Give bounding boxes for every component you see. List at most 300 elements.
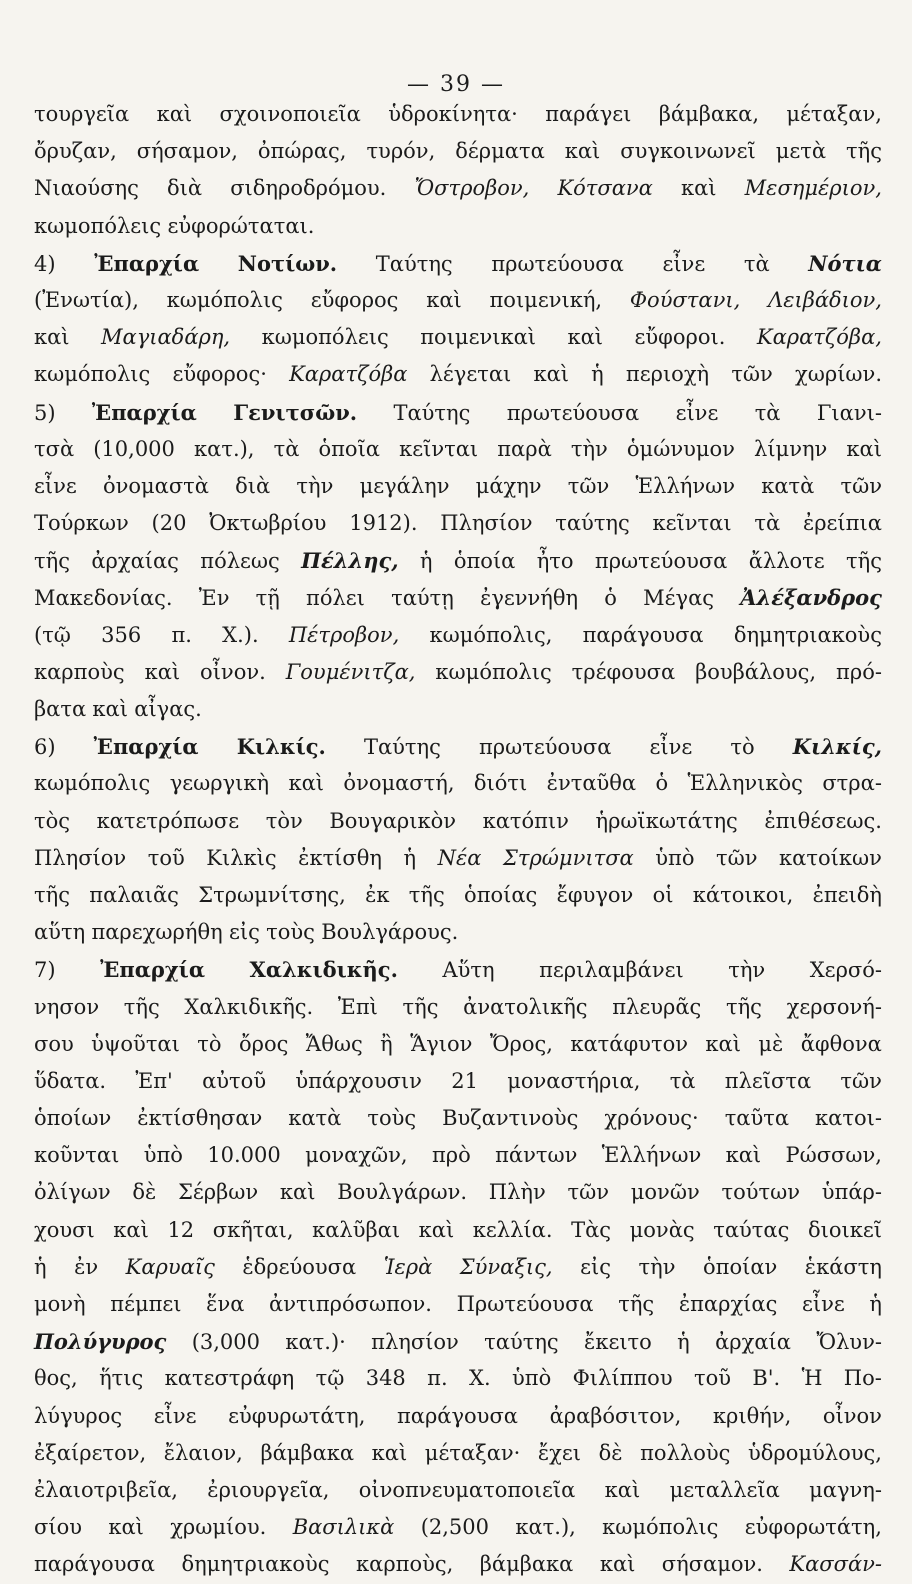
word: τὰ [743, 251, 770, 276]
word: καὶ [108, 1515, 144, 1540]
word: πλεῖστα [724, 1068, 812, 1093]
word: αἶγας. [134, 697, 202, 721]
word: ἑκάστη [804, 1254, 882, 1279]
word: ὑψοῦται [91, 1031, 180, 1056]
word: παράγει [545, 102, 632, 126]
word: δὲ [598, 1440, 623, 1465]
word: Λειβάδιον, [768, 287, 882, 312]
word: μονὰς [629, 1217, 695, 1242]
word: Πλὴν [488, 1180, 546, 1205]
word: ἐπιθέσεως. [764, 808, 882, 833]
word: ἡ [677, 1330, 690, 1355]
text-line [34, 542, 882, 579]
word: ἄλλοτε [748, 549, 825, 574]
word: δημητριακοὺς [733, 622, 882, 647]
word: εἶνε [34, 473, 77, 498]
text-line [34, 133, 882, 170]
text-line [34, 1286, 882, 1323]
word: τὴν [296, 473, 334, 498]
word: Ὄρος, [489, 1031, 553, 1056]
word: Αὕτη [442, 958, 495, 983]
word: κεῖνται [399, 436, 479, 461]
word: Γουμένιτζα, [285, 659, 416, 684]
word: ἄφθονα [800, 1031, 882, 1056]
word: βάμβακα [479, 1552, 574, 1577]
word: Β'. [752, 1366, 781, 1391]
word: καὶ [681, 176, 717, 201]
word: βατα [34, 697, 87, 721]
word: οἱ [652, 882, 674, 907]
word: ἀρχαία [715, 1330, 791, 1355]
word: εὐφορωτάτη, [744, 1515, 882, 1540]
word: Πλησίον [34, 845, 127, 870]
word: μέταξαν, [786, 102, 882, 126]
word: ἀρχαίας [91, 549, 179, 574]
word: καὶ [92, 697, 128, 721]
word: δημητριακοὺς [181, 1552, 330, 1577]
word: κωμόπολις [34, 771, 151, 796]
word: καρποὺς, [356, 1552, 454, 1577]
word: παρεχωρήθη [91, 920, 223, 945]
word: τῷ [315, 1366, 345, 1391]
word: τῆς [408, 882, 445, 907]
word: 5) [34, 400, 56, 425]
word: ποιμενικαὶ [420, 325, 536, 350]
word: ὁποίων [34, 1106, 112, 1131]
text-line [34, 96, 882, 133]
word: Πέτροβον, [288, 622, 400, 647]
word: καλῦβαι [312, 1217, 401, 1242]
word: εἰς [580, 1254, 611, 1279]
word: Καρατζόβα, [756, 325, 882, 350]
word: ταύτης [555, 511, 630, 536]
word: χωρίων. [795, 362, 882, 387]
word: 12 [167, 1217, 195, 1242]
word: ἔκειτο [584, 1330, 652, 1355]
word: Νέα [437, 845, 482, 870]
word: πρό- [836, 659, 882, 684]
word: ἥτις [99, 1366, 144, 1391]
word: κατ.), [194, 436, 255, 461]
word: Σέρβων [178, 1180, 259, 1205]
word: καὶ [604, 1477, 641, 1502]
word: τῶν [840, 1068, 882, 1093]
word: ὁ [604, 586, 617, 611]
word: τρέφουσα [571, 659, 676, 684]
word: ὑδρομύλους, [747, 1440, 882, 1465]
word: καὶ [288, 771, 325, 796]
word: καὶ [144, 659, 181, 684]
word: κατόπιν [482, 808, 569, 833]
word: ἐριουργεῖα, [207, 1477, 330, 1502]
word: τσὰ [34, 436, 75, 461]
word: μονὴ [34, 1292, 86, 1316]
word: μοναχῶν, [305, 1143, 408, 1168]
word: κεῖνται [652, 511, 732, 536]
word: Ἅγιον [410, 1031, 473, 1056]
word: σιδηροδρόμου. [230, 176, 387, 201]
word: πέμπει [110, 1292, 182, 1316]
word: συγκοινωνεῖ [620, 139, 756, 164]
word: Νότια [808, 250, 882, 276]
word: ἔχει [537, 1440, 582, 1465]
word: εἶνε [649, 735, 693, 760]
text-line [34, 691, 882, 728]
word: λίμνην [754, 436, 828, 461]
word: ὑπὸ [512, 1366, 552, 1391]
word: τὰ [669, 1068, 696, 1093]
text-line [34, 1063, 882, 1100]
word: δὲ [132, 1180, 157, 1205]
word: κατὰ [761, 473, 815, 498]
text-line [34, 245, 882, 282]
word: παράγουσα [34, 1552, 155, 1577]
word: οἰνοπνευματοποιεῖα [358, 1477, 576, 1502]
word: οἶνον [822, 1403, 882, 1428]
word: Ἐπ' [135, 1068, 173, 1093]
word: Ταύτης [363, 735, 441, 760]
word: μάχην [475, 473, 542, 498]
word: κοῦνται [34, 1143, 120, 1168]
word: Ὀκτωβρίου [209, 511, 327, 536]
word: μὲ [758, 1031, 784, 1056]
word: καὶ [34, 325, 70, 350]
word: Ἄθως [305, 1031, 363, 1056]
text-line [34, 1398, 882, 1435]
text-line [34, 1174, 882, 1211]
word: Ταύτης [393, 400, 471, 425]
word: Βουλγάρων. [337, 1180, 468, 1205]
word: τῶν [716, 845, 758, 870]
word: Πλησίον [440, 511, 533, 536]
word: ὀλίγων [34, 1180, 111, 1205]
word: Μακεδονίας. [34, 586, 173, 611]
word: (3,000 [191, 1330, 260, 1355]
word: τὰ [754, 400, 781, 425]
word: Πο- [843, 1366, 882, 1391]
word: σκῆται, [212, 1217, 294, 1242]
word: ἐπαρχίας [678, 1292, 778, 1316]
text-line [34, 394, 882, 431]
word: τοῦ [147, 845, 185, 870]
word: περιλαμβάνει [539, 958, 684, 983]
word: πλευρᾶς [612, 994, 702, 1019]
word: οἶνον. [200, 659, 266, 684]
word: σήσαμον. [661, 1552, 763, 1577]
word: 21 [451, 1068, 478, 1093]
word: πλησίον [371, 1330, 459, 1355]
word: τυρόν, [366, 139, 436, 164]
word: καὶ [113, 1217, 149, 1242]
word: εἶνε [662, 251, 706, 276]
word: χρόνους· [604, 1106, 699, 1131]
text-line [34, 319, 882, 356]
word: πρωτεύουσα [594, 549, 728, 574]
word: ἐνταῦθα [546, 771, 637, 796]
word: Καρατζόβα [289, 362, 408, 387]
word: Βασιλικὰ [292, 1515, 395, 1540]
word: διὰ [167, 176, 203, 201]
text-line [34, 282, 882, 319]
text-line [34, 1249, 882, 1286]
word: ἕνα [206, 1292, 245, 1316]
word: Φιλίππου [572, 1366, 673, 1391]
word: κωμόπολις [34, 362, 151, 387]
word: τὸ [730, 735, 755, 760]
word: 1912). [349, 511, 418, 536]
text-line [34, 431, 882, 468]
word: Βουγαρικὸν [329, 808, 456, 833]
text-line [34, 208, 882, 245]
text-line [34, 170, 882, 207]
word: κατ.)· [285, 1330, 346, 1355]
word: κατάφυτον [570, 1031, 688, 1056]
word: ὀπώρας, [257, 139, 347, 164]
word: Ἑλλήνων [635, 473, 735, 498]
word: Ρώσσων, [785, 1143, 882, 1168]
word: ὑδροκίνητα· [388, 102, 518, 126]
word: κατεστράφη [164, 1366, 295, 1391]
word: ἐκτίσθησαν [137, 1106, 263, 1131]
word: καὶ [418, 1217, 455, 1242]
word: εἶνε [153, 1403, 197, 1428]
text-line [34, 1509, 882, 1546]
word: Ὄλυν- [816, 1330, 882, 1355]
word: καὶ [599, 1552, 636, 1577]
word: καὶ [705, 1031, 741, 1056]
word: καὶ [426, 287, 462, 312]
word: Ἡ [801, 1366, 823, 1391]
word: τῆς [34, 549, 70, 574]
word: 10.000 [207, 1143, 281, 1168]
word: Πέλλης, [301, 548, 399, 574]
word: ἐξαίρετον, [34, 1440, 147, 1465]
word: Ἀλέξανδρος [740, 585, 882, 611]
word: μονῶν [630, 1180, 700, 1205]
text-line [34, 728, 882, 765]
word: θος, [34, 1366, 78, 1391]
word: Χερσό- [809, 958, 882, 983]
word: σίου [34, 1515, 82, 1540]
word: κωμοπόλεις [261, 325, 389, 350]
word: ὄρυζαν, [34, 139, 117, 164]
word: ἐλαιοτριβεῖα, [34, 1477, 178, 1502]
word: διότι [473, 771, 528, 796]
word: Σύναξις, [459, 1254, 553, 1279]
word: Ἐπαρχία [91, 399, 197, 425]
word: τὴν [638, 1254, 676, 1279]
word: Φούστανι, [629, 287, 741, 312]
word: Βυζαντινοὺς [442, 1106, 579, 1131]
word: Νιαούσης [34, 176, 139, 201]
word: (2,500 [420, 1515, 490, 1540]
word: ἡ [591, 362, 604, 387]
text-line [34, 579, 882, 616]
text-line [34, 914, 882, 951]
word: τῶν [567, 473, 610, 498]
word: (τῷ [34, 622, 71, 647]
word: βουβάλους, [695, 659, 817, 684]
word: καὶ [371, 1440, 408, 1465]
word: ἡ [34, 1254, 47, 1279]
word: τοῦ [693, 1366, 731, 1391]
word: 6) [34, 735, 56, 760]
word: Κιλκὶς [206, 845, 277, 870]
word: μαγνη- [809, 1477, 882, 1502]
word: ἀντιπρόσωπον. [269, 1292, 432, 1316]
word: ταῦτα [724, 1106, 790, 1131]
word: πρωτεύουσα [478, 735, 612, 760]
word: κατοι- [815, 1106, 882, 1131]
word: ποιμενική, [489, 287, 603, 312]
word: ὑπὸ [655, 845, 695, 870]
word: Ἑλλήνων [601, 1143, 702, 1168]
word: κατὰ [288, 1106, 342, 1131]
word: Χ.). [222, 622, 259, 647]
word: καὶ [156, 102, 193, 126]
word: καὶ [279, 1180, 316, 1205]
word: ἐν [74, 1254, 99, 1279]
word: τῆς [618, 1292, 655, 1316]
word: κωμοπόλεις [34, 213, 162, 238]
word: ταύτας [713, 1217, 790, 1242]
word: Ἐν [198, 586, 230, 611]
word: ὑπάρχουσιν [295, 1068, 422, 1093]
word: μεγάλην [359, 473, 450, 498]
word: λέγεται [429, 362, 512, 387]
text-line [34, 951, 882, 988]
word: ἐγεννήθη [480, 586, 579, 611]
word: ἦτο [536, 549, 574, 574]
word: αὐτοῦ [202, 1068, 267, 1093]
word: Στρωμνίτσης, [198, 882, 346, 907]
word: τῆς [123, 994, 160, 1019]
word: τῆς [725, 994, 762, 1019]
word: τὰ [273, 436, 300, 461]
word: Ταύτης [375, 251, 453, 276]
word: κωμόπολις [166, 287, 283, 312]
word: τὸ [197, 1031, 222, 1056]
word: ἑδρεύουσα [242, 1254, 357, 1279]
word: Γιανι- [816, 400, 882, 425]
word: πάντων [495, 1143, 578, 1168]
text-line [34, 877, 882, 914]
word: παράγουσα [582, 622, 704, 647]
word: Τὰς [571, 1217, 612, 1242]
text-line [34, 1546, 882, 1583]
word: (10,000 [93, 436, 175, 461]
word: παλαιᾶς [89, 882, 179, 907]
word: ἡ [419, 549, 433, 574]
word: ὕδατα. [34, 1068, 107, 1093]
word: πρωτεύουσα [506, 400, 640, 425]
word: πόλεως [200, 549, 280, 574]
word: τὸς [34, 808, 71, 833]
word: ἡ [869, 1292, 882, 1316]
body-text [34, 96, 882, 1584]
word: τούτων [721, 1180, 801, 1205]
word: Νοτίων. [237, 250, 338, 276]
word: νησον [34, 994, 100, 1019]
word: διὰ [235, 473, 271, 498]
word: τὴν [570, 436, 608, 461]
word: Τούρκων [34, 511, 129, 536]
word: ἡρωϊκωτάτης [595, 808, 738, 833]
word: ἀνατολικῆς [463, 994, 588, 1019]
word: Βουλγάρους. [321, 920, 459, 945]
word: Πρωτεύουσα [456, 1292, 594, 1316]
word: ταύτῃ [391, 586, 454, 611]
word: 7) [34, 958, 56, 983]
text-line [34, 840, 882, 877]
word: τῶν [567, 1180, 610, 1205]
word: Χαλκιδικῆς. [249, 957, 398, 983]
word: τοὺς [266, 920, 315, 945]
word: καὶ [846, 436, 882, 461]
word: τῶν [731, 362, 773, 387]
word: Καρυαῖς [125, 1254, 215, 1279]
text-line [34, 803, 882, 840]
word: κριθήν, [712, 1403, 792, 1428]
word: τουργεῖα [34, 102, 130, 126]
text-line [34, 989, 882, 1026]
word: μέταξαν· [424, 1440, 521, 1465]
word: καὶ [725, 1143, 762, 1168]
word: καὶ [567, 325, 604, 350]
word: εὔφορος· [172, 362, 267, 387]
word: Πολύγυρος [34, 1329, 167, 1355]
word: τὰ [754, 511, 781, 536]
word: π. [427, 1366, 448, 1391]
word: Κιλκίς, [792, 734, 882, 760]
word: καὶ [533, 362, 569, 387]
text-line [34, 1472, 882, 1509]
word: βάμβακα [260, 1440, 355, 1465]
word: Ὄστροβον, [414, 176, 530, 201]
word: βάμβακα, [658, 102, 760, 126]
word: εἰς [228, 920, 260, 945]
word: κωμόπολις [435, 659, 552, 684]
word: στρα- [822, 771, 882, 796]
text-line [34, 1360, 882, 1397]
word: μετὰ [775, 139, 827, 164]
text-line [34, 468, 882, 505]
word: εὔφοροι. [634, 325, 726, 350]
word: διοικεῖ [807, 1217, 882, 1242]
word: καὶ [564, 139, 601, 164]
word: καρποὺς [34, 659, 125, 684]
text-line [34, 1137, 882, 1174]
word: τὴν [728, 958, 766, 983]
word: π. [171, 622, 192, 647]
text-line [34, 1323, 882, 1360]
word: πρὸ [431, 1143, 471, 1168]
word: ὀνομαστὰ [102, 473, 209, 498]
text-line [34, 765, 882, 802]
word: κάτοικοι, [692, 882, 794, 907]
word: χρωμίου. [170, 1515, 267, 1540]
text-line [34, 1212, 882, 1249]
word: κωμόπολις, [429, 622, 553, 647]
word: αὕτη [34, 920, 86, 945]
word: 348 [365, 1366, 406, 1391]
word: κατοίκων [779, 845, 882, 870]
word: σήσαμον, [136, 139, 238, 164]
word: κατετρόπωσε [96, 808, 240, 833]
word: ἐκ [365, 882, 390, 907]
word: ἢ [380, 1031, 393, 1056]
word: ὁποίαν [703, 1254, 778, 1279]
